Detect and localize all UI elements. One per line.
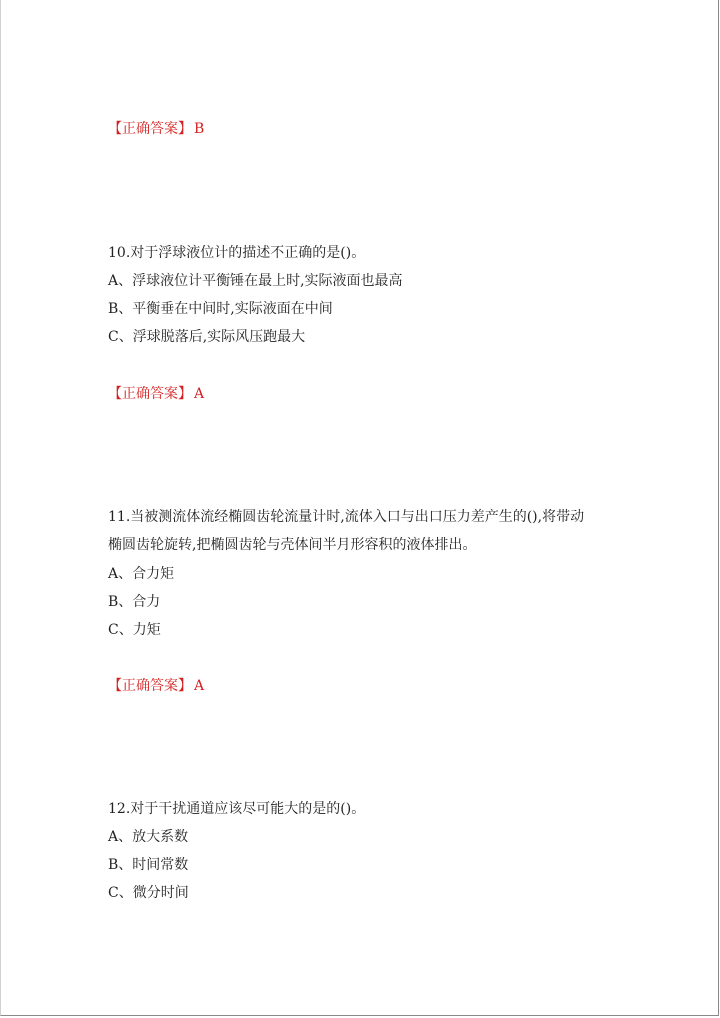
answer-value: B [194, 121, 205, 137]
question-10-stem: 10.对于浮球液位计的描述不正确的是()。 [108, 245, 366, 261]
answer-line [108, 120, 204, 138]
question-10-option-a: A、浮球液位计平衡锤在最上时,实际液面也最高 [108, 273, 403, 289]
question-11-stem-line-1: 11.当被测流体流经椭圆齿轮流量计时,流体入口与出口压力差产生的(),将带动 [108, 509, 585, 525]
answer-label: 【正确答案】 [108, 386, 192, 402]
question-10-option-b: B、平衡垂在中间时,实际液面在中间 [108, 301, 333, 317]
question-12-option-c: C、微分时间 [108, 885, 189, 901]
question-10-option-c: C、浮球脱落后,实际风压跑最大 [108, 329, 306, 345]
question-12-stem: 12.对于干扰通道应该尽可能大的是的()。 [108, 801, 366, 817]
answer-label: 【正确答案】 [108, 678, 192, 694]
question-12-option-b: B、时间常数 [108, 857, 189, 873]
question-11-option-b: B、合力 [108, 594, 161, 610]
answer-line [108, 385, 204, 403]
answer-value: A [194, 678, 205, 694]
answer-value: A [194, 386, 205, 402]
answer-label: 【正确答案】 [108, 121, 192, 137]
answer-line [108, 677, 204, 695]
question-11-stem-line-2: 椭圆齿轮旋转,把椭圆齿轮与壳体间半月形容积的液体排出。 [108, 537, 477, 553]
question-12-option-a: A、放大系数 [108, 829, 189, 845]
question-11-option-c: C、力矩 [108, 622, 161, 638]
question-11-option-a: A、合力矩 [108, 566, 175, 582]
